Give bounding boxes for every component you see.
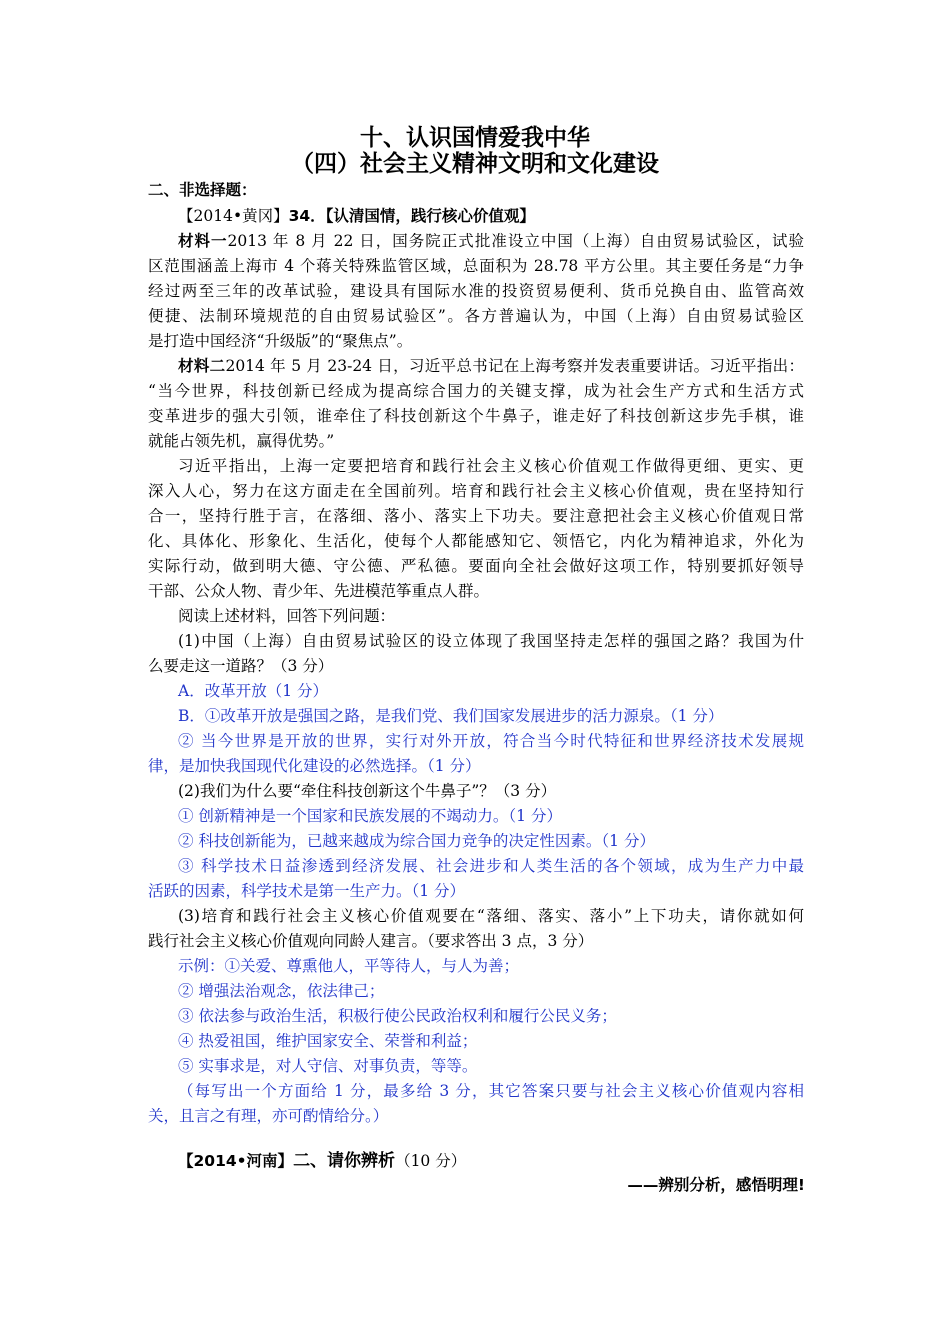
- section-title: （四）社会主义精神文明和文化建设: [291, 151, 659, 177]
- answer-2: ③ 科学技术日益渗透到经济发展、社会进步和人类生活的各个领域，成为生产力中最: [178, 857, 804, 875]
- material-1-line: 经过两至三年的改革试验，建设具有国际水准的投资贸易便利、货币兑换自由、监管高效: [148, 282, 804, 300]
- part-2-heading: [178, 1151, 466, 1171]
- material-2-line: 化、具体化、形象化、生活化，使每个人都能感知它、领悟它，内化为精神追求，外化为: [148, 532, 804, 550]
- material-2-line: 实际行动，做到明大德、守公德、严私德。要面向全社会做好这项工作，特别要抓好领导: [148, 557, 804, 575]
- answer-1: B．①改革开放是强国之路，是我们党、我们国家发展进步的活力源泉。（1 分）: [178, 707, 724, 725]
- question-3: 践行社会主义核心价值观向同龄人建言。（要求答出 3 点，3 分）: [148, 932, 594, 950]
- q34-topic: 【认清国情，践行核心价值观】: [325, 207, 535, 225]
- material-2-line: 深入人心，努力在这方面走在全国前列。培育和践行社会主义核心价值观，贵在坚持知行: [148, 482, 804, 500]
- part-2-motto: ——辨别分析，感悟明理!: [627, 1176, 805, 1194]
- material-2-line: 合一，坚持行胜于言，在落细、落小、落实上下功夫。要注意把社会主义核心价值观日常: [148, 507, 804, 525]
- answer-3: 示例：①关爱、尊熏他人，平等待人，与人为善；: [178, 957, 520, 975]
- material-2-line: 习近平指出，上海一定要把培育和践行社会主义核心价值观工作做得更细、更实、更: [178, 457, 804, 475]
- chapter-title: 十、认识国情爱我中华: [360, 125, 590, 151]
- material-1-line: 便捷、法制环境规范的自由贸易试验区”。各方普遍认为，中国（上海）自由贸易试验区: [148, 307, 804, 325]
- part-2-title: 二、请你辨析: [293, 1151, 396, 1171]
- answer-2: ① 创新精神是一个国家和民族发展的不竭动力。（1 分）: [178, 807, 562, 825]
- answer-2: ② 科技创新能为，已越来越成为综合国力竞争的决定性因素。（1 分）: [178, 832, 655, 850]
- answer-3: ② 增强法治观念，依法律己；: [178, 982, 385, 1000]
- scoring-note: 关，且言之有理，亦可酌情给分。）: [148, 1107, 389, 1125]
- question-1: 么要走这一道路？（3 分）: [148, 657, 334, 675]
- answer-3: ③ 依法参与政治生活，积极行使公民政治权利和履行公民义务；: [178, 1007, 617, 1025]
- material-2-line: 就能占领先机，赢得优势。”: [148, 432, 335, 450]
- answer-1: ② 当今世界是开放的世界，实行对外开放，符合当今时代特征和世界经济技术发展规: [178, 732, 804, 750]
- material-1-line: 区范围涵盖上海市 4 个蒋关特殊监管区域，总面积为 28.78 平方公里。其主要任务是“力争: [148, 257, 804, 275]
- answer-3: ⑤ 实事求是，对人守信、对事负责，等等。: [178, 1057, 478, 1075]
- part-2-points: （10 分）: [395, 1152, 467, 1170]
- question-type-heading: 二、非选择题：: [148, 181, 257, 199]
- instruction: 阅读上述材料，回答下列问题：: [178, 607, 396, 625]
- q34-source: 【2014•黄冈】: [178, 207, 289, 225]
- material-2-line: 干部、公众人物、青少年、先进模范筝重点人群。: [148, 582, 490, 600]
- material-2-line: 变革进步的强大引领，谁牵住了科技创新这个牛鼻子，谁走好了科技创新这步先手棋，谁: [148, 407, 804, 425]
- material-2-line: 材料二2014 年 5 月 23-24 日，习近平总书记在上海考察并发表重要讲话。习近平指出：: [178, 357, 804, 375]
- scoring-note: （每写出一个方面给 1 分，最多给 3 分，其它答案只要与社会主义核心价值观内容相: [178, 1082, 804, 1100]
- q34-number: 34．: [288, 207, 326, 225]
- material-2-label: 材料二: [178, 357, 226, 375]
- material-1-label: 材料一: [178, 232, 228, 250]
- question-3: (3)培育和践行社会主义核心价值观要在“落细、落实、落小”上下功夫，请你就如何: [178, 907, 804, 925]
- material-1-line: 是打造中国经济“升级版”的“聚焦点”。: [148, 332, 413, 350]
- answer-1: 律，是加快我国现代化建设的必然选择。（1 分）: [148, 757, 481, 775]
- question-2: (2)我们为什么要“牵住科技创新这个牛鼻子”？（3 分）: [178, 782, 557, 800]
- q34-heading: [178, 206, 535, 226]
- question-1: (1)中国（上海）自由贸易试验区的设立体现了我国坚持走怎样的强国之路？我国为什: [178, 632, 804, 650]
- material-2-line: “当今世界，科技创新已经成为提高综合国力的关键支撑，成为社会生产方式和生活方式: [148, 382, 804, 400]
- part-2-source: 【2014•河南】: [178, 1152, 294, 1170]
- material-1-line: 材料一2013 年 8 月 22 日，国务院正式批准设立中国（上海）自由贸易试验区，试验: [178, 232, 804, 250]
- answer-1: A．改革开放（1 分）: [178, 682, 328, 700]
- answer-2: 活跃的因素，科学技术是第一生产力。（1 分）: [148, 882, 466, 900]
- answer-3: ④ 热爱祖国，维护国家安全、荣誉和利益；: [178, 1032, 478, 1050]
